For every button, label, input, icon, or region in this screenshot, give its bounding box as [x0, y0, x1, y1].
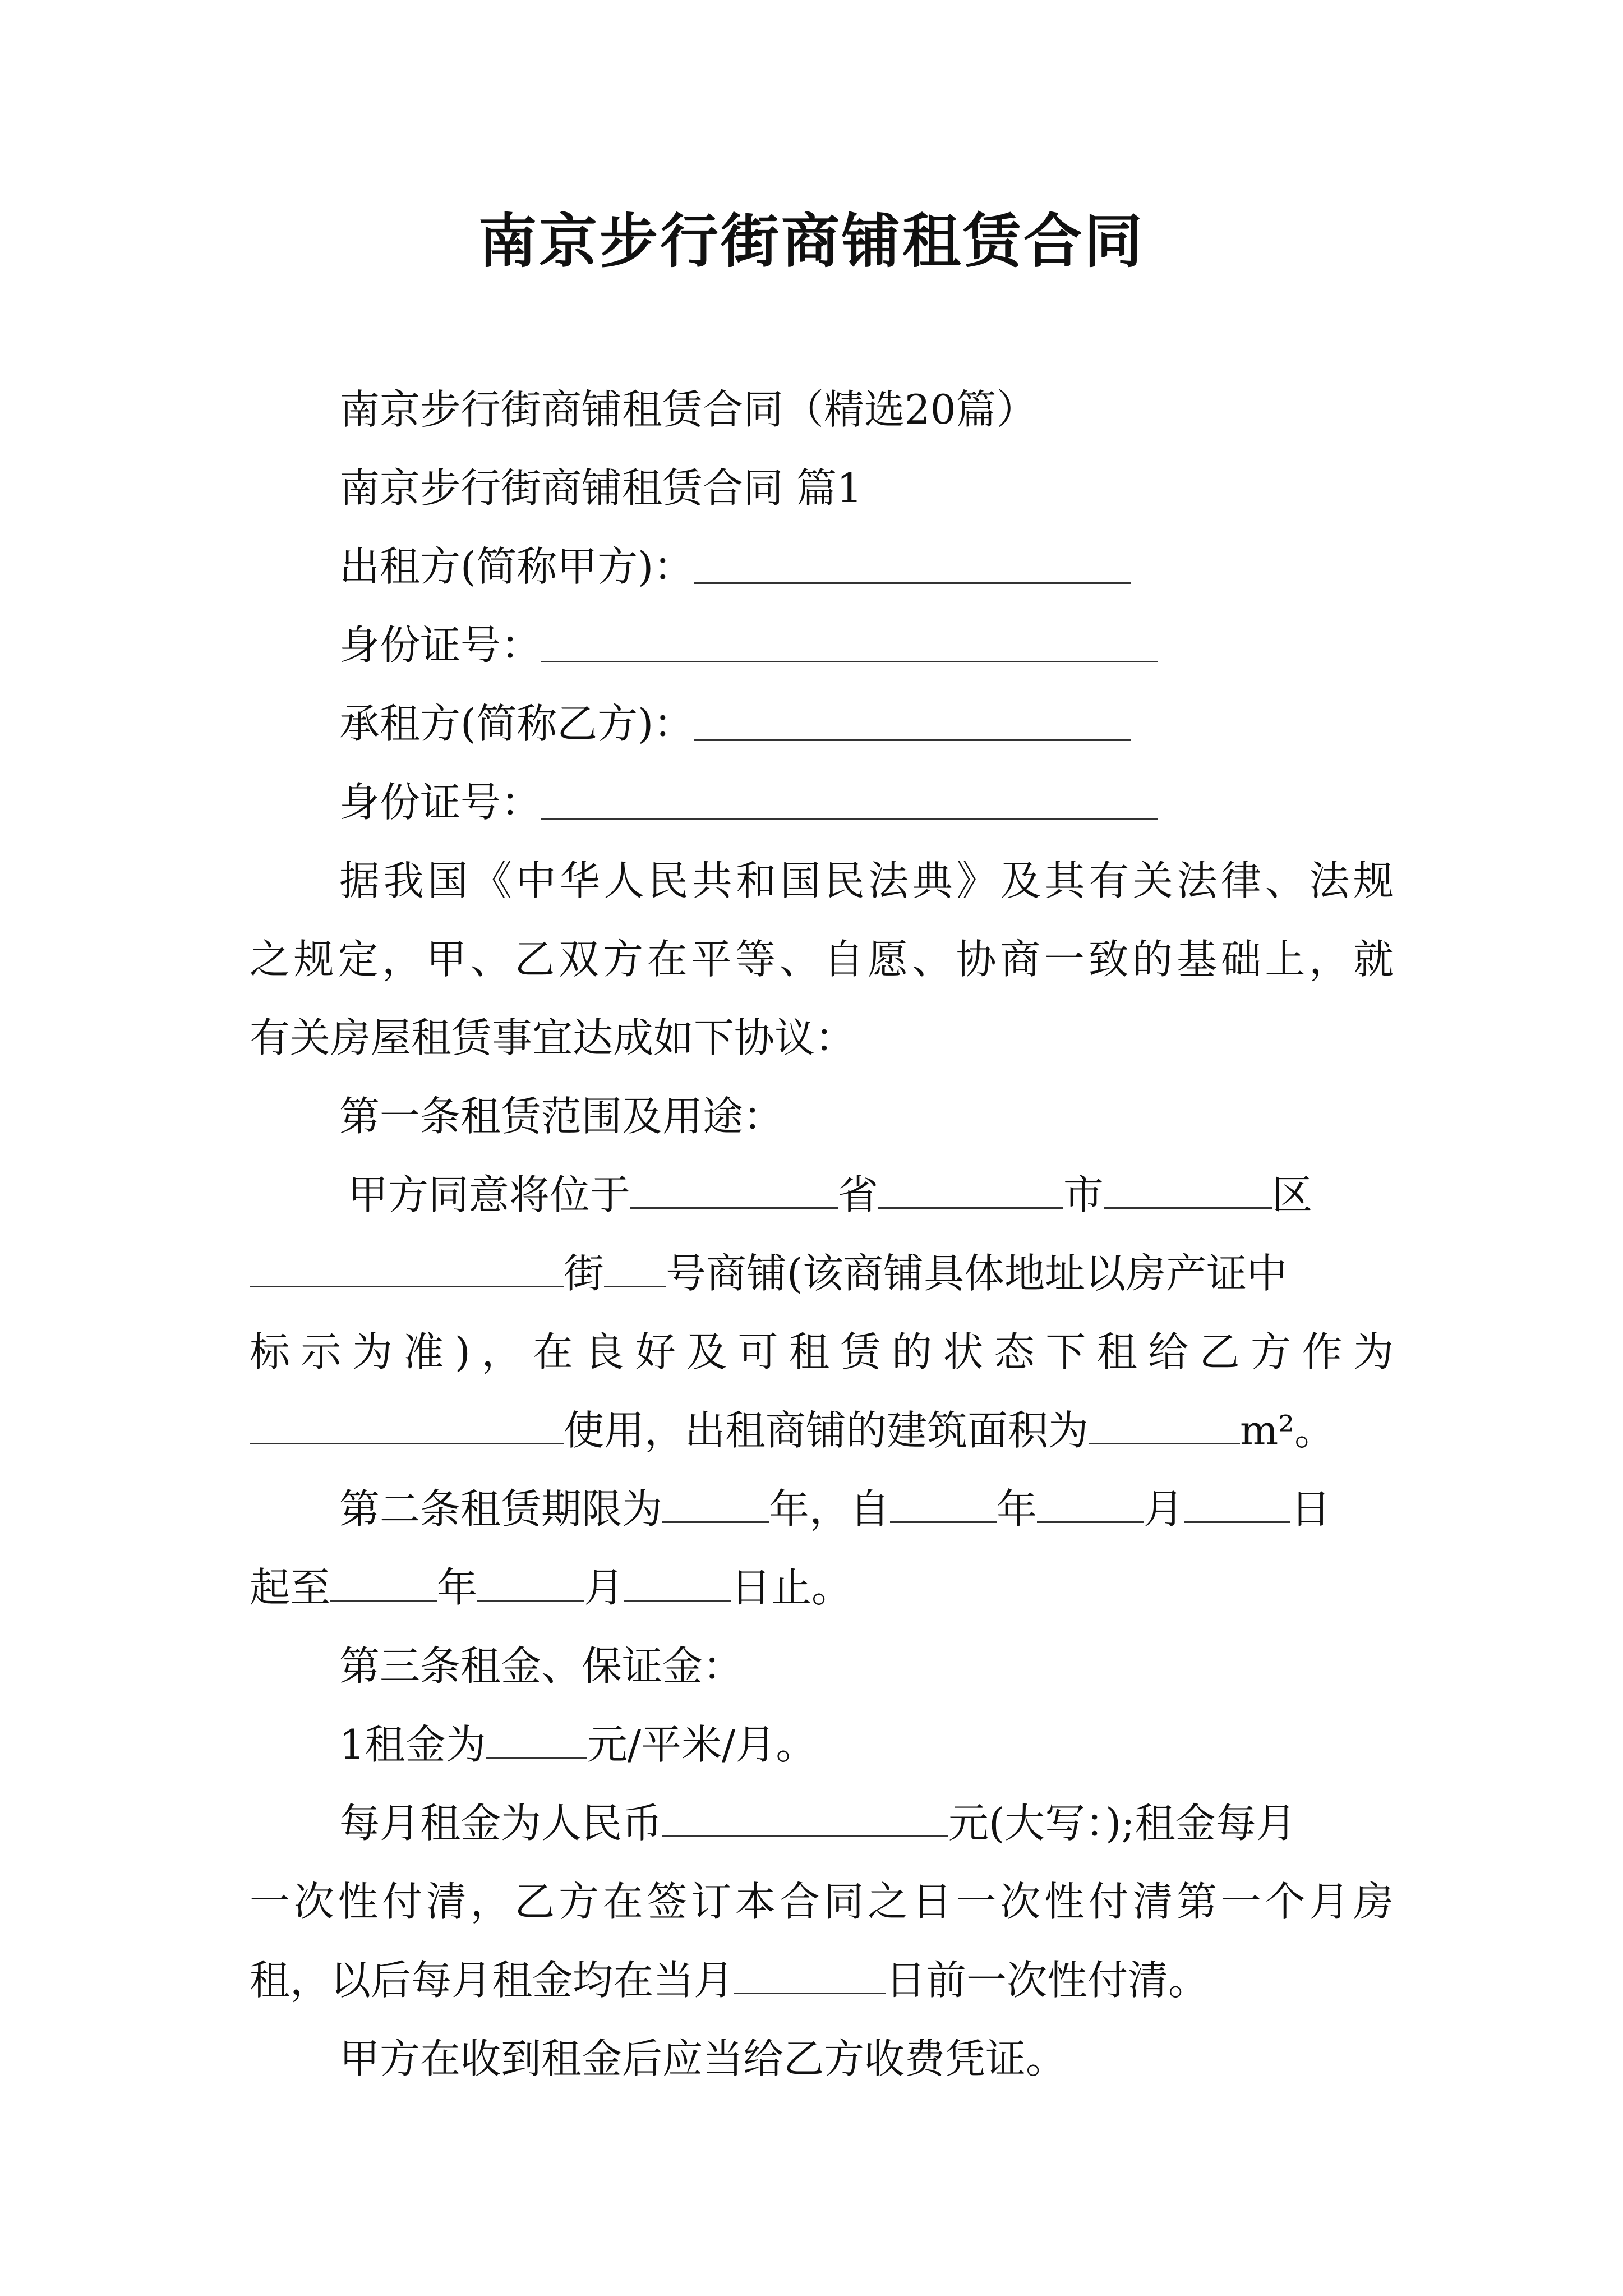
- lessee-id-blank: [541, 781, 1158, 820]
- lessor-id-blank: [541, 624, 1158, 662]
- article-heading: 南京步行街商铺租赁合同 篇1: [339, 464, 863, 512]
- district-blank: [1104, 1171, 1272, 1209]
- art1-text-d: 区: [1272, 1171, 1313, 1218]
- lessee-line: [250, 684, 1394, 763]
- article-3-heading: 第三条租金、保证金：: [339, 1642, 744, 1690]
- art2-text-a: 第二条租赁期限为: [339, 1485, 663, 1533]
- article-1-line-3: 标示为准)，在良好及可租赁的状态下租给乙方作为: [250, 1328, 1394, 1375]
- preamble-line-3: 有关房屋租赁事宜达成如下协议：: [250, 1014, 856, 1061]
- art2-text-e: 日: [1290, 1485, 1331, 1533]
- art1-text-e: 街: [564, 1250, 605, 1297]
- art1-text-h: m²。: [1240, 1407, 1335, 1454]
- end-year-blank: [330, 1563, 437, 1602]
- subtitle: 南京步行街商铺租赁合同（精选20篇）: [339, 386, 1037, 433]
- street-blank: [250, 1249, 564, 1287]
- lessee-blank: [694, 703, 1131, 741]
- article-2-line-2: [250, 1548, 1394, 1627]
- lessor-id-label: 身份证号：: [339, 622, 542, 669]
- term-years-blank: [662, 1485, 769, 1523]
- lessee-label: 承租方(简称乙方)：: [339, 700, 694, 747]
- rent-text-c: 每月租金为人民币: [339, 1800, 663, 1847]
- article-2-line-1: [250, 1470, 1394, 1548]
- rent-text-e: 租，以后每月租金均在当月: [250, 1957, 735, 2004]
- art1-text-f: 号商铺(该商铺具体地址以房产证中: [666, 1250, 1288, 1297]
- usage-blank: [250, 1406, 564, 1444]
- article-1-line-4: [250, 1391, 1394, 1470]
- article-1-heading: 第一条租赁范围及用途：: [339, 1093, 784, 1140]
- preamble-line-2: 之规定，甲、乙双方在平等、自愿、协商一致的基础上，就: [250, 936, 1394, 983]
- art2-text-h: 月: [584, 1564, 625, 1611]
- due-day-blank: [734, 1956, 886, 1994]
- article-1-line-2: [250, 1234, 1394, 1313]
- monthly-rent-blank: [662, 1799, 948, 1837]
- receipt-line: 甲方在收到租金后应当给乙方收费凭证。: [339, 2035, 1067, 2082]
- art2-text-i: 日止。: [731, 1564, 852, 1611]
- art2-text-f: 起至: [250, 1564, 331, 1611]
- art2-text-d: 月: [1144, 1485, 1184, 1533]
- start-month-blank: [1037, 1485, 1144, 1523]
- province-blank: [630, 1171, 838, 1209]
- lessee-id-label: 身份证号：: [339, 779, 542, 826]
- art1-text-a: 甲方同意将位于: [348, 1171, 631, 1218]
- art2-text-b: 年，自: [769, 1485, 891, 1533]
- start-day-blank: [1184, 1485, 1290, 1523]
- end-month-blank: [477, 1563, 584, 1602]
- art1-text-g: 使用，出租商铺的建筑面积为: [564, 1407, 1089, 1454]
- preamble-line-1: 据我国《中华人民共和国民法典》及其有关法律、法规: [339, 857, 1394, 904]
- art1-text-c: 市: [1063, 1171, 1104, 1218]
- rent-text-a: 1租金为: [339, 1721, 486, 1768]
- lessee-id-line: [250, 763, 1394, 841]
- article-1-line-1: [250, 1156, 1394, 1234]
- rent-text-d: 元(大写：);租金每月: [948, 1800, 1297, 1847]
- area-blank: [1089, 1406, 1240, 1444]
- lessor-label: 出租方(简称甲方)：: [339, 543, 694, 590]
- rent-line-1: [250, 1705, 1394, 1784]
- rent-line-3: 一次性付清，乙方在签订本合同之日一次性付清第一个月房: [250, 1878, 1394, 1925]
- lessor-blank: [694, 546, 1131, 584]
- city-blank: [878, 1171, 1063, 1209]
- art2-text-g: 年: [437, 1564, 478, 1611]
- art1-text-b: 省: [838, 1171, 879, 1218]
- document-body: [250, 370, 1394, 2098]
- start-year-blank: [890, 1485, 997, 1523]
- end-day-blank: [624, 1563, 731, 1602]
- lessor-id-line: [250, 606, 1394, 684]
- document-title: 南京步行街商铺租赁合同: [478, 206, 1145, 275]
- rent-per-sqm-blank: [486, 1720, 587, 1759]
- rent-text-f: 日前一次性付清。: [886, 1957, 1209, 2004]
- art2-text-c: 年: [997, 1485, 1038, 1533]
- rent-text-b: 元/平米/月。: [587, 1721, 817, 1768]
- number-blank: [604, 1249, 666, 1287]
- rent-line-2: [250, 1784, 1394, 1862]
- rent-line-4: [250, 1941, 1394, 2019]
- lessor-line: [250, 527, 1394, 606]
